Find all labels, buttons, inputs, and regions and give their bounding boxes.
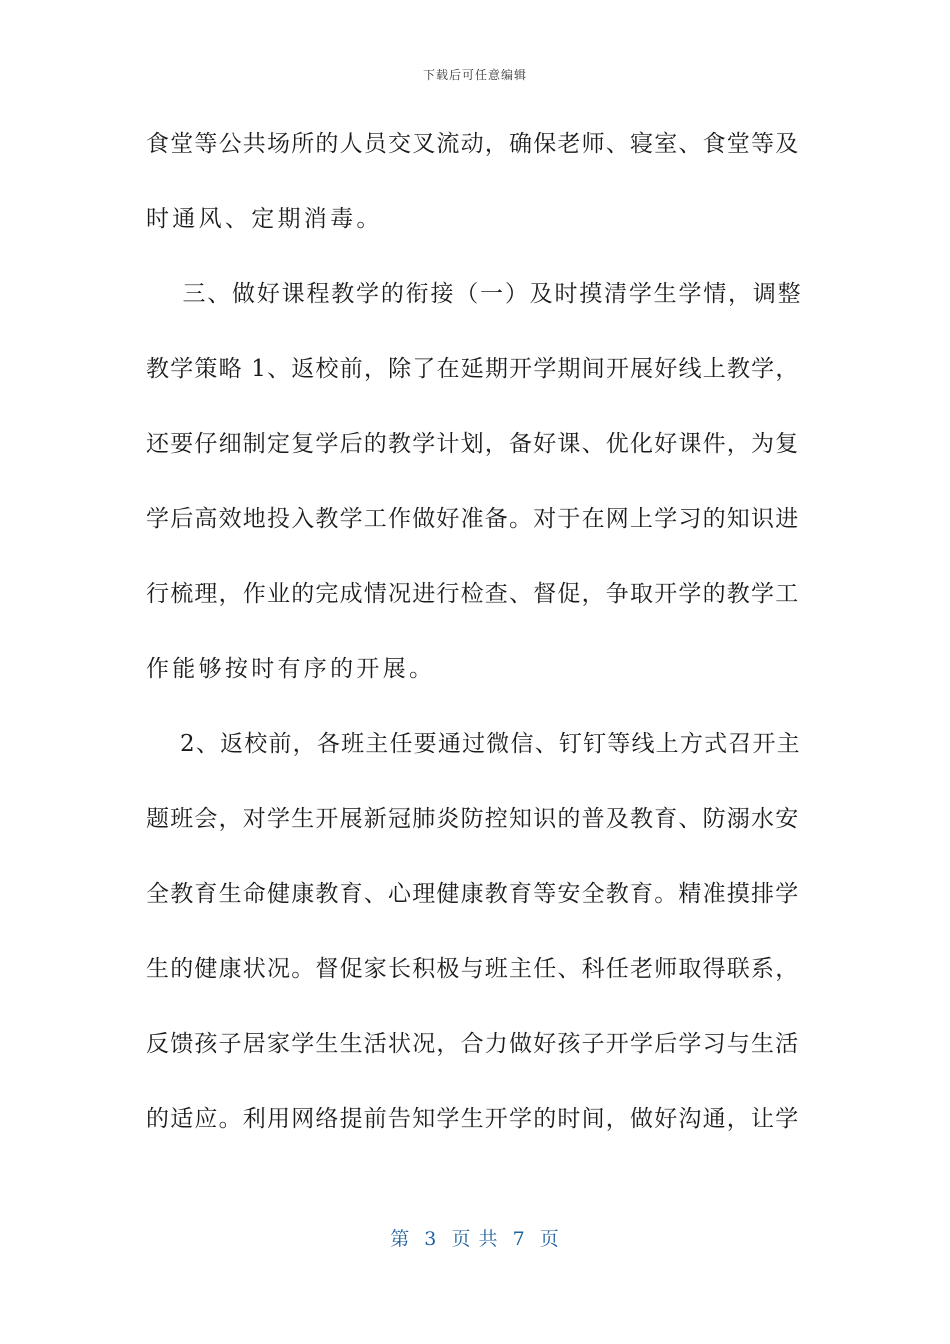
body-line: 还要仔细制定复学后的教学计划，备好课、优化好课件，为复: [146, 431, 800, 457]
body-line: 行梳理，作业的完成情况进行检查、督促，争取开学的教学工: [146, 581, 800, 607]
body-line: 学后高效地投入教学工作做好准备。对于在网上学习的知识进: [146, 506, 800, 532]
body-line: 2、返校前，各班主任要通过微信、钉钉等线上方式召开主: [146, 731, 801, 757]
body-line: 作能够按时有序的开展。: [146, 656, 436, 682]
body-line: 食堂等公共场所的人员交叉流动，确保老师、寝室、食堂等及: [146, 131, 800, 157]
body-line: 时通风、定期消毒。: [146, 206, 383, 232]
page-number-footer: 第 3 页 共 7 页: [390, 1228, 560, 1250]
body-line: 反馈孩子居家学生生活状况，合力做好孩子开学后学习与生活: [146, 1031, 800, 1057]
body-line: 全教育生命健康教育、心理健康教育等安全教育。精准摸排学: [146, 881, 800, 907]
body-line: 生的健康状况。督促家长积极与班主任、科任老师取得联系，: [146, 956, 800, 982]
page-header-note: 下载后可任意编辑: [422, 68, 527, 82]
body-line: 教学策略 1、返校前，除了在延期开学期间开展好线上教学，: [146, 356, 800, 382]
body-line: 题班会，对学生开展新冠肺炎防控知识的普及教育、防溺水安: [146, 806, 800, 832]
body-line: 的适应。利用网络提前告知学生开学的时间，做好沟通，让学: [146, 1106, 800, 1132]
body-line: 三、做好课程教学的衔接（一）及时摸清学生学情，调整: [146, 281, 803, 307]
